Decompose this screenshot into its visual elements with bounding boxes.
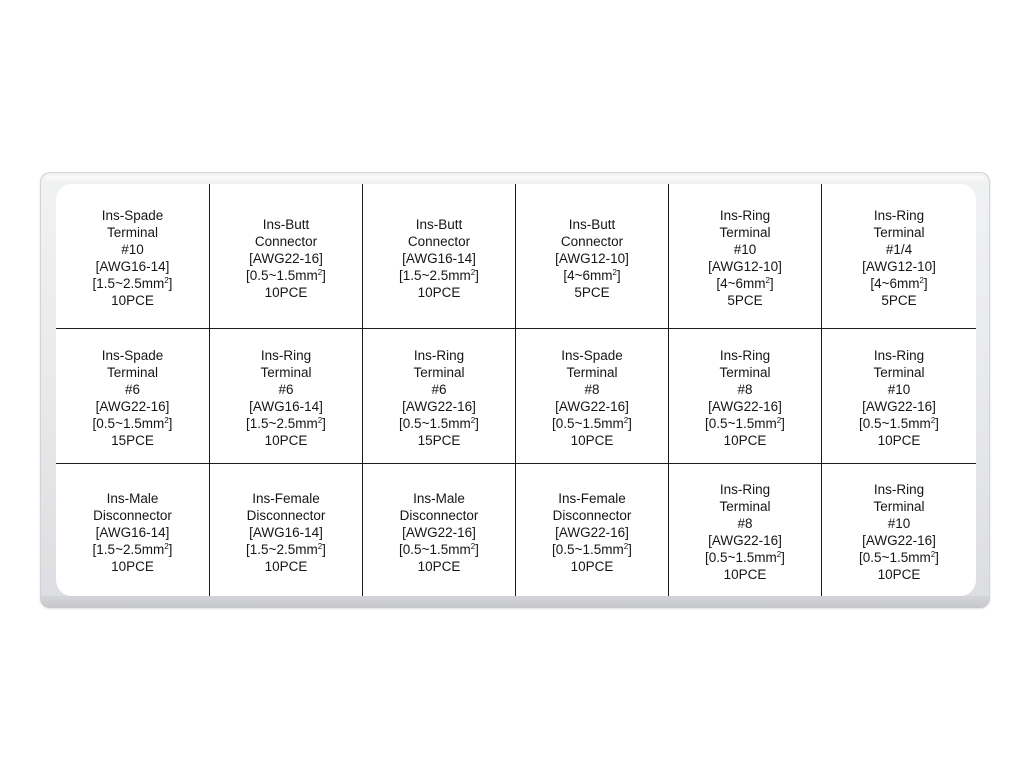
compartment-text-line: 10PCE: [877, 567, 921, 582]
superscript-two: 2: [470, 416, 476, 425]
compartment-text-line: $[0.5\sim 1.5mm^2]$: [705, 550, 785, 565]
compartment-text-line: Connector: [560, 233, 624, 249]
compartment-text-line: [AWG22-16]: [708, 399, 782, 414]
compartment-text-line: #10: [733, 242, 757, 257]
superscript-two: 2: [612, 267, 617, 277]
compartment-text-line: Disconnector: [552, 507, 632, 523]
compartment-text-line: Ins-Butt: [262, 216, 310, 232]
compartment-text-line: [AWG12-10]: [708, 259, 782, 274]
superscript-two: 2: [164, 276, 169, 285]
compartment-text-line: #1/4: [885, 242, 913, 257]
compartment-text-line: #10: [887, 382, 911, 397]
compartment-text-line: Terminal: [106, 365, 158, 380]
superscript-two: 2: [765, 276, 770, 285]
compartment-text-line: #6: [431, 382, 447, 397]
compartment-text-line: Terminal: [719, 365, 771, 380]
compartment-text: [93, 207, 173, 309]
compartment-text-line: 5PCE: [574, 284, 610, 300]
compartment-text-line: [AWG22-16]: [708, 533, 782, 548]
compartment-text-line: Ins-Ring: [413, 348, 465, 363]
compartment-text-line: $[0.5\sim 1.5mm^2]$: [399, 416, 479, 431]
compartment-text-line: $[0.5\sim 1.5mm^2]$: [92, 416, 173, 431]
compartment-text-line: Disconnector: [399, 507, 479, 523]
compartment-text-line: Disconnector: [246, 507, 326, 523]
superscript-two: 2: [317, 267, 323, 277]
compartment-label: [822, 184, 976, 329]
compartment-text: [399, 216, 479, 301]
compartment-text-line: #8: [584, 382, 600, 397]
compartment-text-line: [AWG22-16]: [249, 250, 323, 266]
compartment-text-line: Ins-Spade: [561, 348, 623, 363]
compartment-text-line: $[0.5\sim 1.5mm^2]$: [552, 541, 632, 557]
compartment-text-line: Ins-Spade: [101, 208, 164, 223]
compartment-text-line: [AWG16-14]: [402, 250, 476, 266]
superscript-two: 2: [164, 416, 169, 425]
compartment-text-line: #6: [124, 382, 140, 397]
compartment-text-line: [AWG12-10]: [555, 250, 629, 266]
compartment-text-line: #6: [278, 382, 294, 397]
compartment-label: [210, 329, 363, 464]
compartment-text-line: Terminal: [719, 225, 771, 240]
compartment-text-line: $[0.5\sim 1.5mm^2]$: [705, 416, 785, 431]
compartment-text-line: Ins-Ring: [873, 348, 925, 363]
compartment-text-line: #8: [737, 382, 753, 397]
superscript-two: 2: [470, 267, 476, 277]
superscript-two: 2: [776, 416, 782, 425]
compartment-text: [552, 490, 632, 575]
compartment-text-line: $[4\sim 6mm^2]$: [563, 267, 621, 283]
compartment-text-line: Ins-Spade: [101, 348, 164, 363]
superscript-two: 2: [919, 276, 924, 285]
compartment-text-line: Ins-Female: [558, 490, 626, 506]
compartment-text-line: $[0.5\sim 1.5mm^2]$: [859, 550, 939, 565]
compartment-text-line: [AWG22-16]: [95, 399, 170, 414]
compartment-text: [555, 216, 629, 301]
compartment-label: [822, 464, 976, 596]
compartment-text-line: $[1.5\sim 2.5mm^2]$: [92, 276, 173, 291]
compartment-text-line: Terminal: [873, 225, 925, 240]
compartment-text-line: $[0.5\sim 1.5mm^2]$: [399, 541, 479, 557]
compartment-text-line: 10PCE: [570, 433, 614, 448]
compartment-text-line: [AWG22-16]: [555, 524, 629, 540]
compartment-text: [859, 481, 939, 583]
compartment-text: [93, 490, 173, 575]
compartment-text-line: Disconnector: [93, 507, 172, 523]
compartment-text-line: 10PCE: [111, 558, 154, 574]
organizer-case-rim: [40, 596, 990, 608]
compartment-text-line: Ins-Ring: [719, 482, 771, 497]
compartment-text: [708, 207, 782, 309]
compartment-text-line: #10: [121, 242, 144, 257]
compartment-text-line: $[0.5\sim 1.5mm^2]$: [859, 416, 939, 431]
compartment-text: [399, 490, 479, 575]
compartment-label: [210, 184, 363, 329]
compartment-text-line: [AWG22-16]: [402, 399, 476, 414]
superscript-two: 2: [623, 541, 629, 551]
superscript-two: 2: [317, 416, 323, 425]
compartment-text-line: 15PCE: [417, 433, 461, 448]
superscript-two: 2: [470, 541, 476, 551]
compartment-label: [56, 329, 210, 464]
compartment-text-line: Terminal: [873, 499, 925, 514]
compartment-text-line: 10PCE: [264, 558, 308, 574]
compartment-text-line: [AWG16-14]: [95, 259, 170, 274]
compartment-text-line: Ins-Male: [106, 490, 159, 506]
compartment-text-line: 10PCE: [417, 284, 461, 300]
compartment-text-line: 10PCE: [723, 567, 767, 582]
compartment-text-line: 15PCE: [111, 433, 154, 448]
superscript-two: 2: [930, 550, 936, 559]
compartment-text-line: 5PCE: [727, 293, 763, 308]
superscript-two: 2: [930, 416, 936, 425]
compartment-text-line: Terminal: [413, 365, 465, 380]
compartment-text-line: Ins-Female: [252, 490, 320, 506]
compartment-label: [516, 184, 669, 329]
compartment-label: [363, 464, 516, 596]
compartment-text-line: $[1.5\sim 2.5mm^2]$: [399, 267, 479, 283]
compartment-text-line: Ins-Butt: [415, 216, 463, 232]
compartment-label: [516, 464, 669, 596]
compartment-text-line: $[0.5\sim 1.5mm^2]$: [552, 416, 632, 431]
compartment-text-line: #10: [887, 516, 911, 531]
compartment-text: [93, 347, 173, 449]
compartment-label: [210, 464, 363, 596]
compartment-text-line: $[1.5\sim 2.5mm^2]$: [246, 416, 326, 431]
compartment-label: [669, 184, 822, 329]
compartment-label-sheet: [56, 184, 976, 596]
compartment-text-line: [AWG22-16]: [862, 533, 936, 548]
compartment-text-line: Terminal: [106, 225, 158, 240]
compartment-text-line: $[1.5\sim 2.5mm^2]$: [246, 541, 326, 557]
compartment-text-line: $[4\sim 6mm^2]$: [716, 276, 774, 291]
compartment-label: [56, 184, 210, 329]
superscript-two: 2: [164, 541, 169, 551]
compartment-label: [669, 329, 822, 464]
superscript-two: 2: [776, 550, 782, 559]
compartment-text-line: Connector: [254, 233, 318, 249]
compartment-text-line: 10PCE: [723, 433, 767, 448]
compartment-text-line: [AWG22-16]: [862, 399, 936, 414]
compartment-label: [516, 329, 669, 464]
compartment-text-line: 10PCE: [264, 433, 308, 448]
compartment-text-line: Ins-Ring: [260, 348, 312, 363]
compartment-text-line: $[0.5\sim 1.5mm^2]$: [246, 267, 326, 283]
compartment-text-line: Ins-Ring: [719, 208, 771, 223]
compartment-text-line: [AWG16-14]: [95, 524, 170, 540]
compartment-label: [363, 329, 516, 464]
compartment-text: [246, 216, 326, 301]
compartment-text-line: [AWG16-14]: [249, 399, 323, 414]
superscript-two: 2: [623, 416, 629, 425]
compartment-text-line: [AWG22-16]: [402, 524, 476, 540]
compartment-text: [399, 347, 479, 449]
compartment-text-line: Connector: [407, 233, 471, 249]
compartment-text: [552, 347, 632, 449]
compartment-text-line: Terminal: [566, 365, 618, 380]
compartment-text-line: [AWG12-10]: [862, 259, 936, 274]
compartment-label: [822, 329, 976, 464]
compartment-text: [246, 347, 326, 449]
compartment-text-line: $[4\sim 6mm^2]$: [870, 276, 928, 291]
compartment-text-line: 10PCE: [877, 433, 921, 448]
compartment-text-line: #8: [737, 516, 753, 531]
compartment-text: [705, 347, 785, 449]
compartment-text-line: [AWG16-14]: [249, 524, 323, 540]
compartment-text-line: [AWG22-16]: [555, 399, 629, 414]
compartment-text: [705, 481, 785, 583]
compartment-label: [56, 464, 210, 596]
compartment-text-line: 10PCE: [570, 558, 614, 574]
compartment-text-line: Ins-Ring: [873, 208, 925, 223]
compartment-label: [669, 464, 822, 596]
compartment-text: [862, 207, 936, 309]
compartment-text-line: 10PCE: [264, 284, 308, 300]
compartment-text: [246, 490, 326, 575]
compartment-text-line: Terminal: [260, 365, 312, 380]
compartment-text-line: 5PCE: [881, 293, 917, 308]
compartment-text-line: Terminal: [719, 499, 771, 514]
compartment-text-line: 10PCE: [417, 558, 461, 574]
compartment-text-line: 10PCE: [111, 293, 154, 308]
compartment-text-line: $[1.5\sim 2.5mm^2]$: [92, 541, 173, 557]
compartment-text-line: Ins-Butt: [568, 216, 616, 232]
compartment-text-line: Ins-Male: [413, 490, 465, 506]
compartment-text: [859, 347, 939, 449]
compartment-text-line: Ins-Ring: [719, 348, 771, 363]
compartment-label: [363, 184, 516, 329]
compartment-text-line: Terminal: [873, 365, 925, 380]
superscript-two: 2: [317, 541, 323, 551]
compartment-text-line: Ins-Ring: [873, 482, 925, 497]
